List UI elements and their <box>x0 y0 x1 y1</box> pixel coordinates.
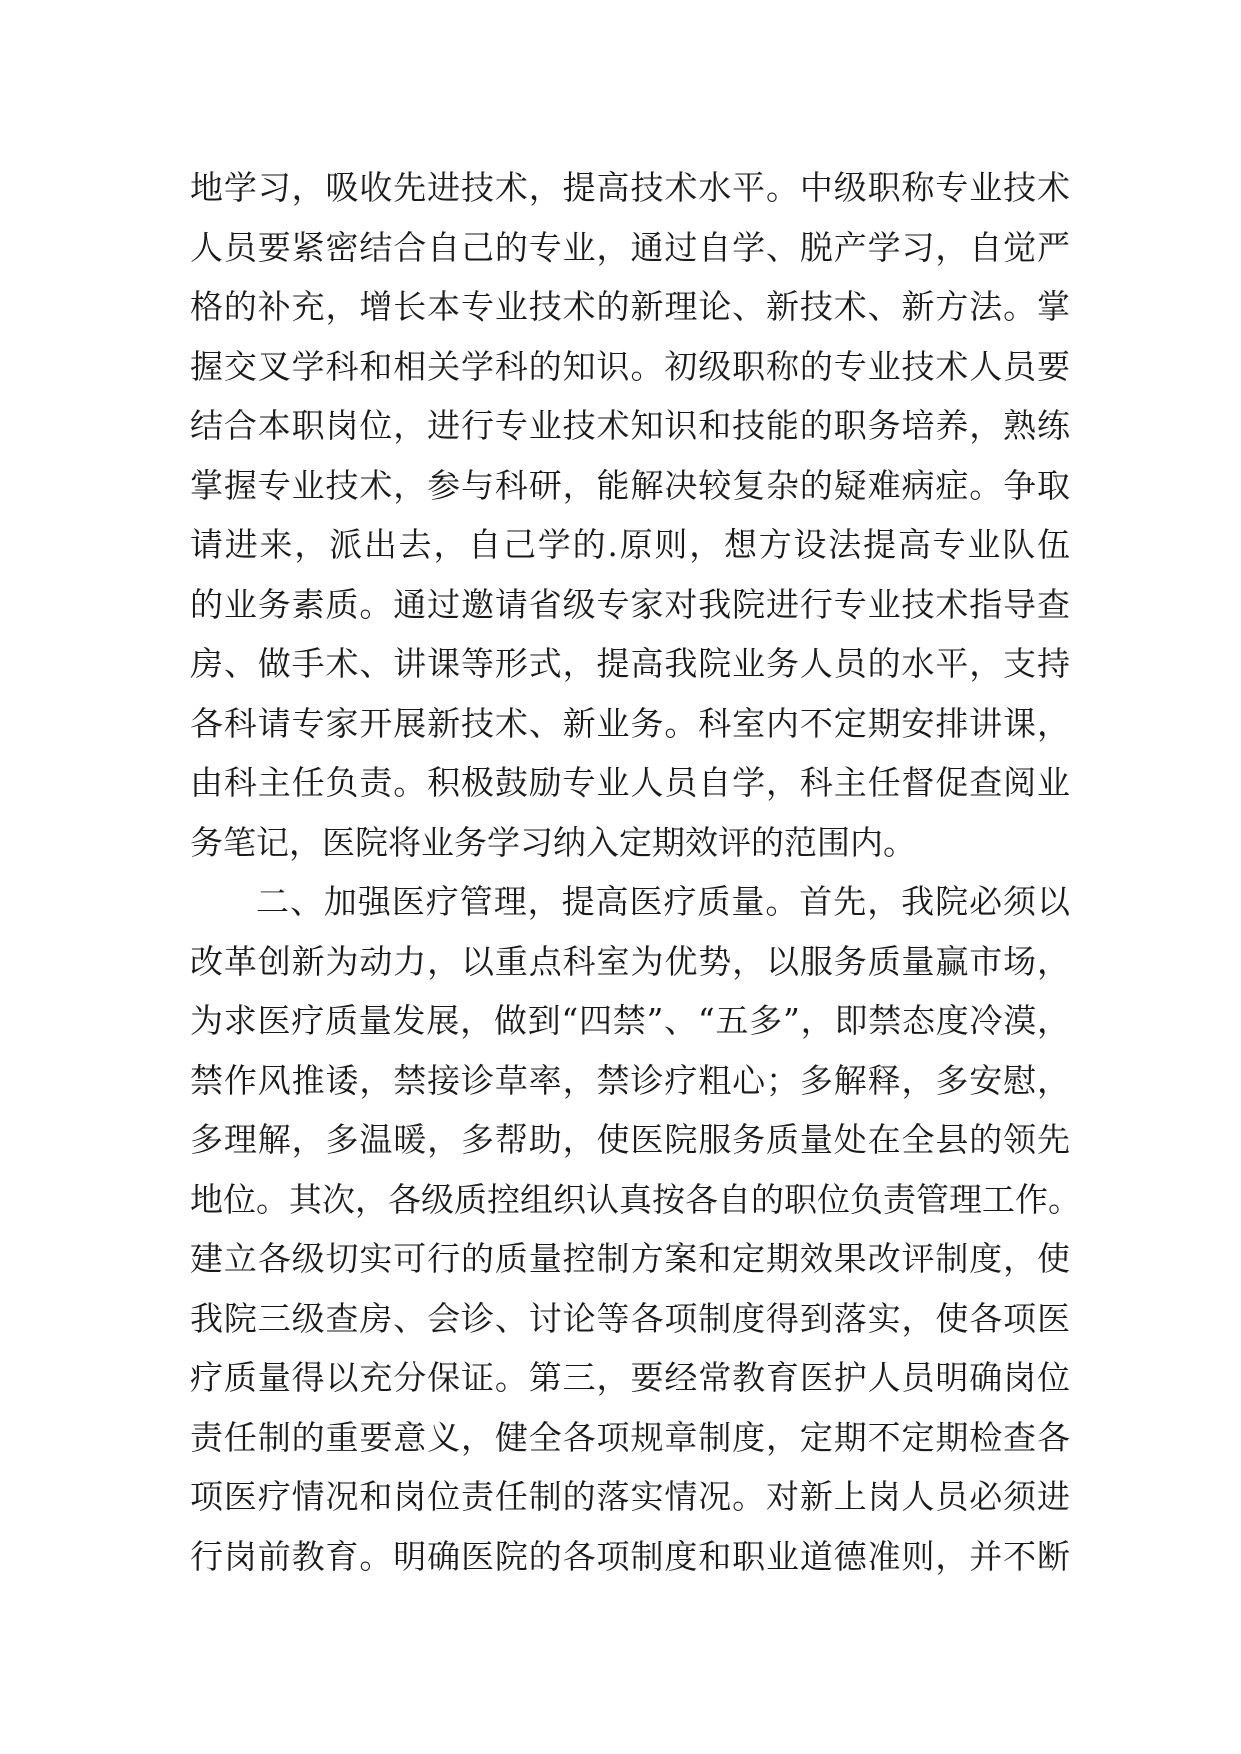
text-line-20: 我院三级查房、会诊、讨论等各项制度得到落实，使各项医 <box>190 1298 1070 1338</box>
text-line-7: 请进来，派出去，自己学的.原则，想方设法提高专业队伍 <box>190 525 1070 564</box>
text-line-23: 项医疗情况和岗位责任制的落实情况。对新上岗人员必须进 <box>190 1477 1070 1516</box>
text-line-5: 结合本职岗位，进行专业技术知识和技能的职务培养，熟练 <box>190 406 1070 445</box>
text-line-16: 禁作风推诿，禁接诊草率，禁诊疗粗心；多解释，多安慰， <box>190 1060 1070 1100</box>
text-line-14: 改革创新为动力，以重点科室为优势，以服务质量赢市场， <box>190 941 1070 981</box>
text-line-2: 人员要紧密结合自己的专业，通过自学、脱产学习，自觉严 <box>190 227 1070 267</box>
text-line-12: 务笔记，医院将业务学习纳入定期效评的范围内。 <box>190 822 916 862</box>
text-line-19: 建立各级切实可行的质量控制方案和定期效果改评制度，使 <box>190 1239 1070 1278</box>
text-line-18: 地位。其次，各级质控组织认真按各自的职位负责管理工作。 <box>190 1179 1081 1219</box>
body-text <box>190 158 1081 1586</box>
text-line-17: 多理解，多温暖，多帮助，使医院服务质量处在全县的领先 <box>190 1120 1070 1159</box>
text-line-9: 房、做手术、讲课等形式，提高我院业务人员的水平，支持 <box>190 644 1070 683</box>
text-line-11: 由科主任负责。积极鼓励专业人员自学，科主任督促查阅业 <box>190 763 1070 802</box>
text-line-8: 的业务素质。通过邀请省级专家对我院进行专业技术指导查 <box>190 584 1070 624</box>
text-line-15: 为求医疗质量发展，做到“四禁”、“五多”，即禁态度冷漠， <box>190 1001 1070 1040</box>
text-line-21: 疗质量得以充分保证。第三，要经常教育医护人员明确岗位 <box>190 1358 1070 1397</box>
text-line-22: 责任制的重要意义，健全各项规章制度，定期不定期检查各 <box>190 1417 1070 1457</box>
text-line-4: 握交叉学科和相关学科的知识。初级职称的专业技术人员要 <box>190 346 1070 386</box>
text-line-3: 格的补充，增长本专业技术的新理论、新技术、新方法。掌 <box>190 287 1070 326</box>
text-line-6: 掌握专业技术，参与科研，能解决较复杂的疑难病症。争取 <box>190 465 1070 505</box>
text-line-24: 行岗前教育。明确医院的各项制度和职业道德准则，并不断 <box>190 1536 1070 1576</box>
text-line-13: 二、加强医疗管理，提高医疗质量。首先，我院必须以 <box>256 882 1070 921</box>
text-line-10: 各科请专家开展新技术、新业务。科室内不定期安排讲课， <box>190 703 1070 743</box>
text-line-1: 地学习，吸收先进技术，提高技术水平。中级职称专业技术 <box>190 168 1070 207</box>
